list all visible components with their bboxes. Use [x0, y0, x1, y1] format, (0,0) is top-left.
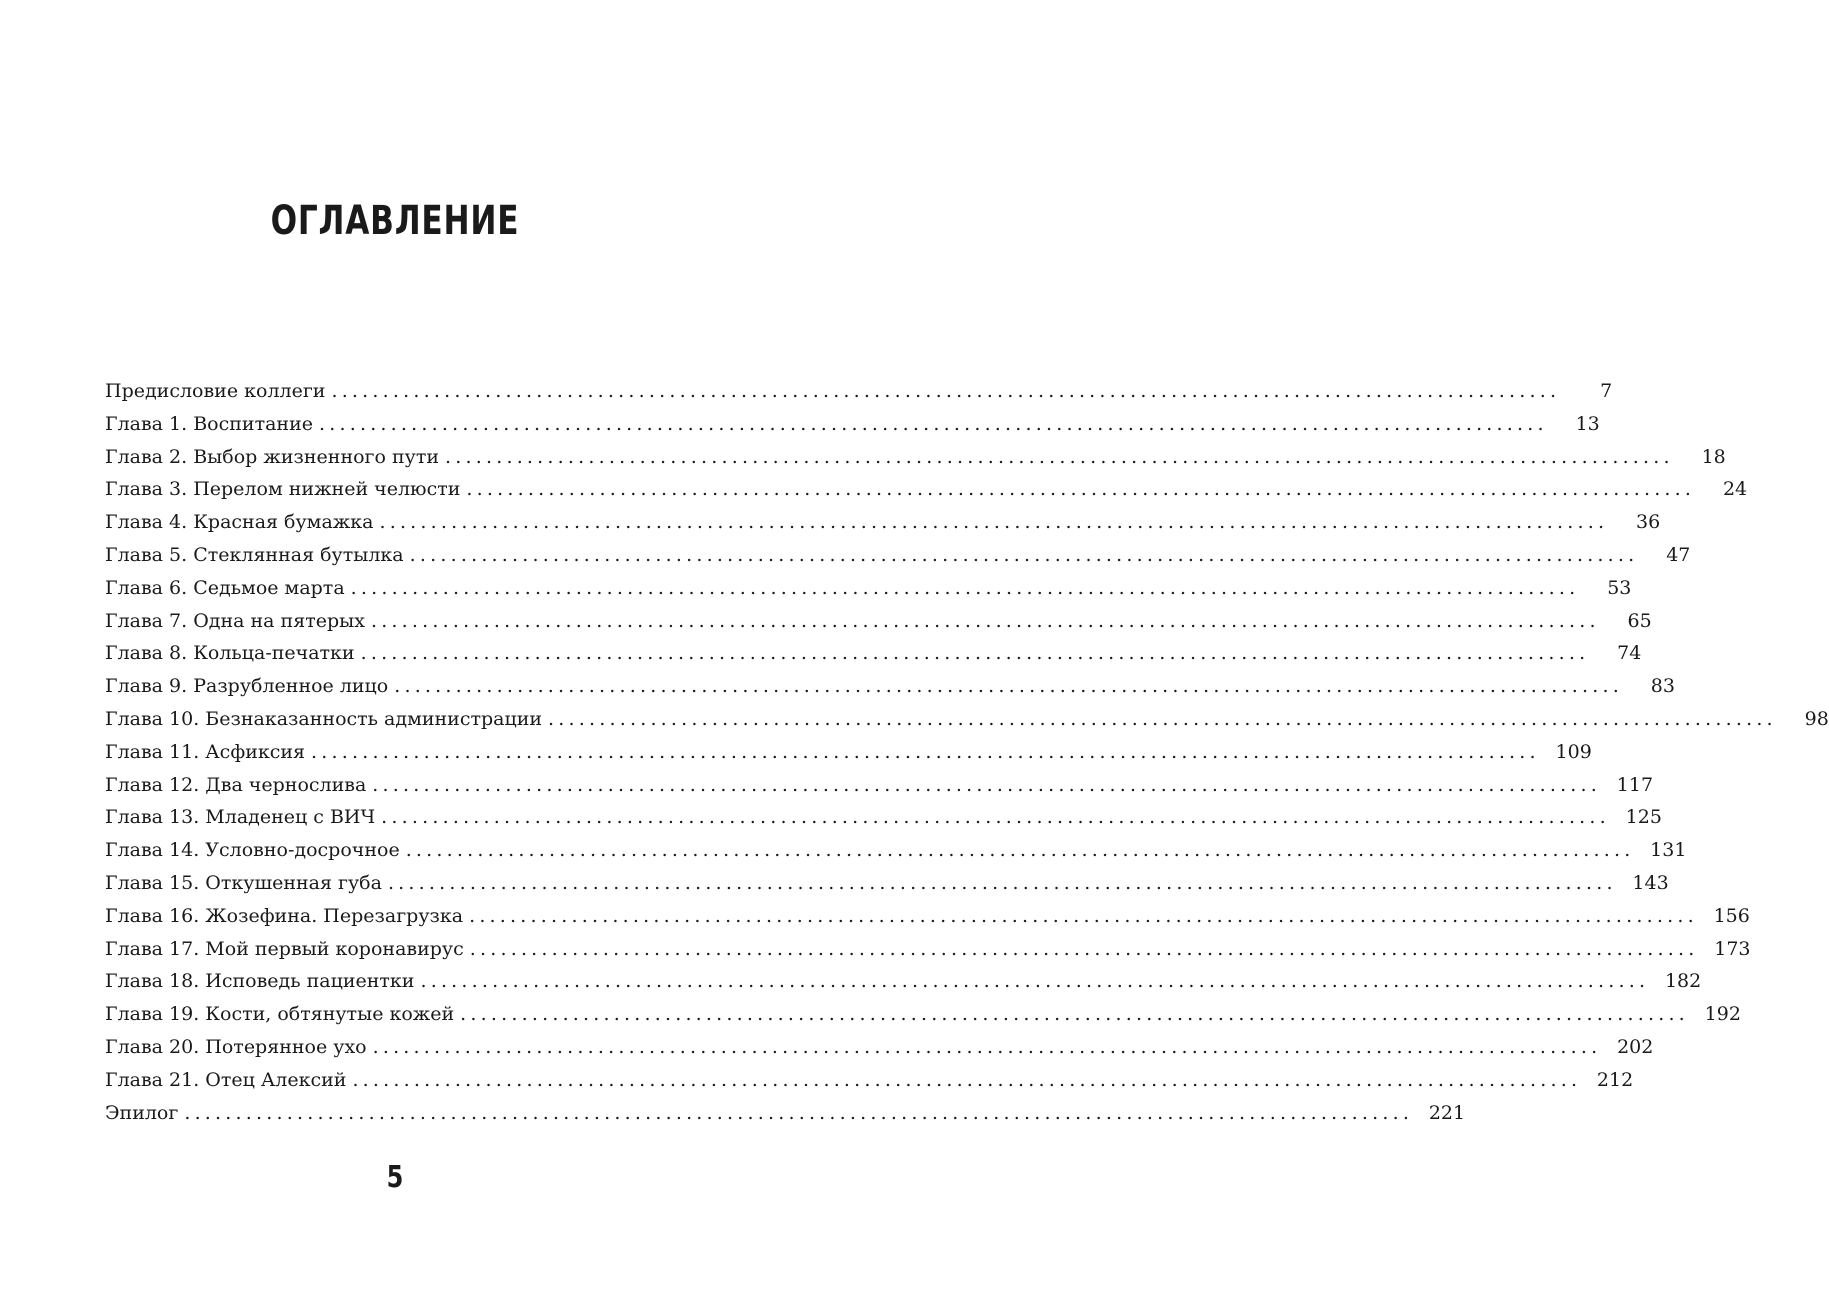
toc-entry-label: Глава 1. Воспитание: [105, 412, 313, 435]
toc-entry-label: Глава 9. Разрубленное лицо: [105, 675, 389, 698]
toc-entry: [105, 441, 1726, 474]
toc-entry-page: 192: [1704, 1003, 1741, 1026]
toc-entry: [105, 572, 1632, 605]
toc-dot-leader: ........................................................................................................................: [445, 445, 1674, 468]
toc-entry-label: Глава 11. Асфиксия: [105, 740, 306, 763]
toc-entry-page: 83: [1650, 675, 1675, 698]
toc-dot-leader: ........................................................................................................................: [319, 412, 1548, 435]
table-of-contents: [105, 375, 1829, 1129]
toc-entry-page: 7: [1600, 380, 1613, 402]
toc-entry-label: Глава 15. Откушенная губа: [105, 871, 382, 894]
toc-dot-leader: ........................................................................................................................: [387, 871, 1617, 894]
toc-entry: [105, 1064, 1634, 1097]
toc-entry: [105, 965, 1702, 998]
toc-entry-page: 65: [1627, 609, 1652, 632]
toc-entry-page: 47: [1666, 543, 1691, 566]
toc-dot-leader: ........................................................................................................................: [372, 1035, 1602, 1058]
toc-entry-page: 173: [1714, 937, 1751, 960]
toc-entry-label: Глава 12. Два чернослива: [105, 773, 367, 796]
toc-dot-leader: ........................................................................................................................: [352, 1068, 1582, 1091]
toc-entry: [105, 637, 1642, 670]
toc-entry-page: 109: [1555, 740, 1592, 763]
toc-entry: [105, 1031, 1654, 1064]
toc-entry: [105, 605, 1652, 638]
toc-entry-label: Эпилог: [105, 1101, 179, 1124]
toc-entry: [105, 998, 1741, 1031]
toc-dot-leader: ........................................................................................................................: [370, 609, 1600, 632]
toc-entry: [105, 867, 1669, 900]
toc-entry-label: Глава 5. Стеклянная бутылка: [105, 543, 404, 566]
toc-entry-label: Глава 4. Красная бумажка: [105, 511, 374, 534]
toc-entry: [105, 900, 1750, 933]
toc-dot-leader: ........................................................................................................................: [548, 707, 1777, 730]
page-title: ОГЛАВЛЕНИЕ: [270, 198, 520, 244]
toc-dot-leader: ........................................................................................................................: [466, 478, 1696, 501]
toc-entry-label: Глава 18. Исповедь пациентки: [105, 970, 415, 993]
toc-entry-page: 125: [1625, 806, 1662, 829]
toc-entry-page: 117: [1616, 773, 1654, 796]
toc-dot-leader: ........................................................................................................................: [469, 937, 1699, 960]
toc-entry: [105, 703, 1829, 736]
toc-dot-leader: ........................................................................................................................: [331, 380, 1561, 402]
toc-dot-leader: ........................................................................................................................: [420, 970, 1650, 993]
toc-entry-label: Глава 14. Условно-досрочное: [105, 839, 400, 862]
toc-entry-label: Предисловие коллеги: [105, 380, 326, 402]
toc-dot-leader: ........................................................................................................................: [409, 543, 1639, 566]
toc-entry-label: Глава 17. Мой первый коронавирус: [105, 937, 464, 960]
toc-entry-page: 143: [1632, 871, 1669, 894]
toc-entry: [105, 375, 1613, 408]
toc-dot-leader: ........................................................................................................................: [381, 806, 1610, 829]
toc-entry-page: 221: [1428, 1101, 1466, 1124]
toc-entry: [105, 769, 1654, 802]
toc-entry: [105, 506, 1661, 539]
page-number: 5: [386, 1160, 404, 1195]
toc-dot-leader: ........................................................................................................................: [460, 1003, 1689, 1026]
toc-dot-leader: ........................................................................................................................: [469, 904, 1698, 927]
toc-entry-label: Глава 19. Кости, обтянутые кожей: [105, 1003, 455, 1026]
toc-entry-label: Глава 3. Перелом нижней челюсти: [105, 478, 461, 501]
toc-entry-label: Глава 2. Выбор жизненного пути: [105, 445, 440, 468]
toc-entry-label: Глава 20. Потерянное ухо: [105, 1035, 367, 1058]
toc-entry-label: Глава 13. Младенец с ВИЧ: [105, 806, 376, 829]
toc-entry-page: 202: [1617, 1035, 1654, 1058]
toc-entry-page: 182: [1664, 970, 1702, 993]
toc-entry-page: 74: [1617, 642, 1642, 665]
toc-entry-page: 24: [1722, 478, 1748, 501]
toc-dot-leader: ........................................................................................................................: [360, 642, 1590, 665]
toc-entry-page: 156: [1713, 904, 1750, 927]
toc-entry: [105, 670, 1675, 703]
toc-entry: [105, 736, 1592, 769]
toc-dot-leader: ........................................................................................................................: [372, 773, 1602, 796]
toc-entry: [105, 834, 1687, 867]
toc-entry-page: 36: [1636, 511, 1661, 534]
toc-entry: [105, 539, 1691, 572]
toc-dot-leader: ........................................................................................................................: [379, 511, 1609, 534]
toc-entry-label: Глава 21. Отец Алексий: [105, 1068, 347, 1091]
toc-entry: [105, 801, 1662, 834]
toc-dot-leader: ........................................................................................................................: [311, 740, 1540, 763]
toc-entry-page: 18: [1701, 445, 1726, 468]
toc-entry-label: Глава 16. Жозефина. Перезагрузка: [105, 904, 464, 927]
toc-entry: [105, 1097, 1466, 1130]
toc-entry: [105, 473, 1748, 506]
toc-entry-label: Глава 7. Одна на пятерых: [105, 609, 365, 632]
toc-entry-page: 98: [1804, 707, 1829, 730]
toc-entry-page: 13: [1575, 412, 1600, 435]
toc-entry-page: 53: [1607, 576, 1632, 599]
toc-entry: [105, 408, 1600, 441]
toc-dot-leader: ........................................................................................................................: [394, 675, 1623, 698]
toc-dot-leader: ........................................................................................................................: [405, 839, 1635, 862]
toc-dot-leader: ........................................................................................................................: [350, 576, 1580, 599]
toc-entry-label: Глава 10. Безнаказанность администрации: [105, 707, 543, 730]
toc-entry-label: Глава 8. Кольца-печатки: [105, 642, 355, 665]
toc-entry: [105, 933, 1751, 966]
toc-entry-label: Глава 6. Седьмое марта: [105, 576, 345, 599]
toc-dot-leader: ........................................................................................................................: [184, 1101, 1414, 1124]
toc-entry-page: 131: [1650, 839, 1687, 862]
toc-entry-page: 212: [1596, 1068, 1634, 1091]
